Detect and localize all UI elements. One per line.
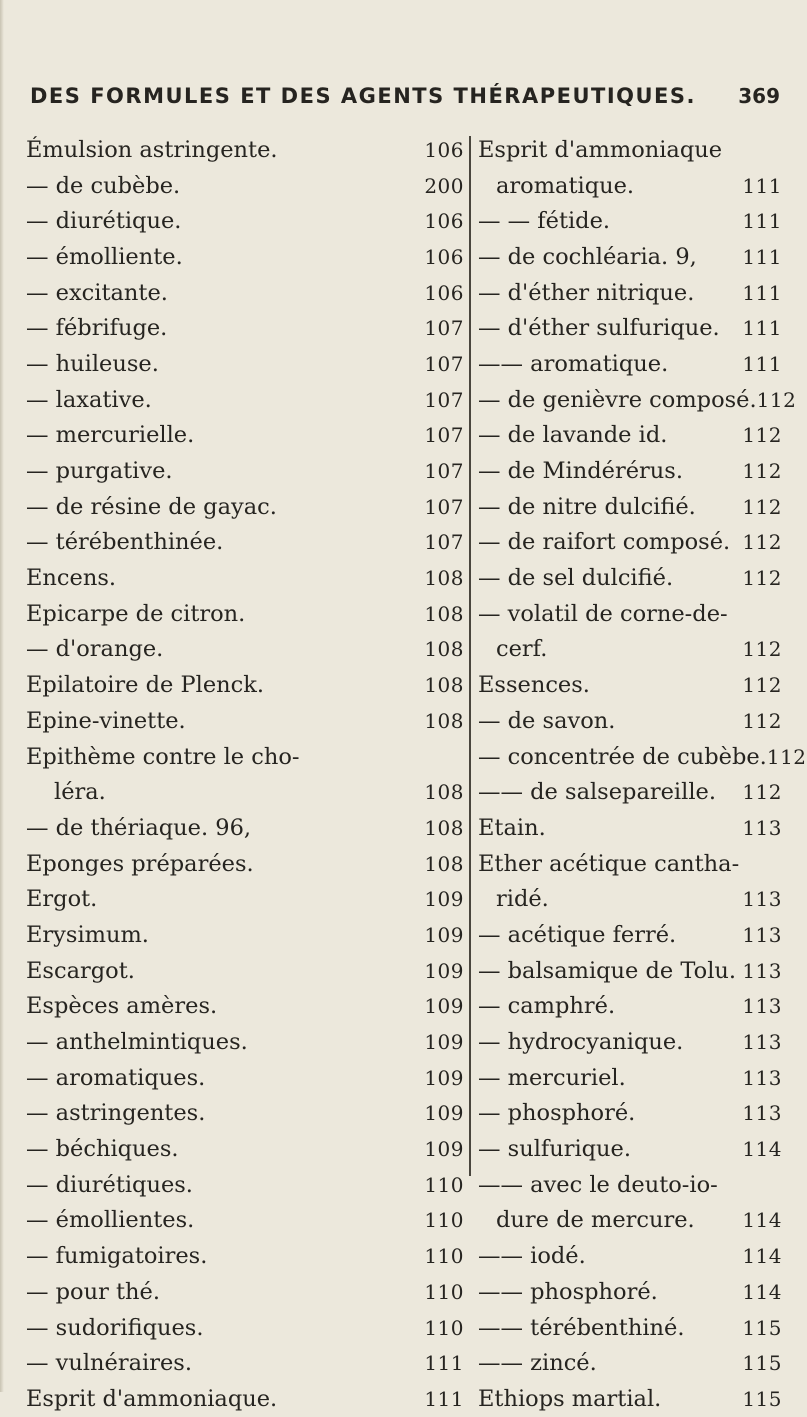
index-entry-term: — de thériaque. 96,	[26, 814, 252, 841]
index-entry	[26, 1345, 464, 1381]
index-entry-page: 115	[742, 1386, 782, 1411]
index-entry-term: — diurétiques.	[26, 1171, 193, 1198]
index-column-right	[478, 132, 807, 1417]
column-divider	[469, 136, 471, 1176]
index-entry	[26, 275, 464, 311]
index-entry	[478, 917, 782, 953]
index-entry-term: dure de mercure.	[496, 1207, 695, 1234]
index-entry-term: Ethiops martial.	[478, 1385, 662, 1412]
index-entry	[26, 989, 464, 1025]
index-entry-term: — de lavande id.	[478, 422, 668, 449]
index-entry-page: 112	[742, 530, 782, 555]
index-entry-term: —— iodé.	[478, 1243, 586, 1270]
index-entry-page: 114	[742, 1208, 782, 1233]
index-entry	[26, 310, 464, 346]
index-entry	[26, 846, 464, 882]
index-entry-term: Etain.	[478, 814, 546, 841]
index-entry	[26, 810, 464, 846]
page-number: 369	[738, 84, 780, 108]
index-entry	[478, 1024, 782, 1060]
index-entry-page: 107	[424, 494, 464, 519]
index-entry-page: 109	[424, 994, 464, 1019]
index-entry-term: — acétique ferré.	[478, 921, 677, 948]
index-entry-term: cerf.	[496, 636, 548, 663]
index-entry-page: 110	[424, 1244, 464, 1269]
index-entry	[26, 917, 464, 953]
index-entry-page: 109	[424, 1101, 464, 1126]
index-entry-term: — émolliente.	[26, 243, 183, 270]
index-entry-page: 114	[742, 1244, 782, 1269]
index-entry	[478, 596, 782, 632]
index-entry-term: — fébrifuge.	[26, 315, 168, 342]
index-entry	[26, 1238, 464, 1274]
index-entry-page: 113	[742, 887, 782, 912]
index-entry	[478, 667, 782, 703]
index-entry-page: 108	[424, 815, 464, 840]
index-entry-term: — de cubèbe.	[26, 172, 181, 199]
index-entry-page: 108	[424, 780, 464, 805]
index-entry-page: 106	[424, 244, 464, 269]
index-entry	[26, 739, 464, 775]
index-entry	[478, 953, 782, 989]
index-entry	[26, 953, 464, 989]
index-entry-term: — de nitre dulcifié.	[478, 493, 696, 520]
index-entry-term: — balsamique de Tolu.	[478, 957, 737, 984]
index-entry-page: 111	[742, 244, 782, 269]
index-entry-term: —— aromatique.	[478, 350, 669, 377]
running-header	[30, 76, 780, 116]
index-entry-term: — sudorifiques.	[26, 1314, 204, 1341]
index-entry-page: 108	[424, 708, 464, 733]
index-entry-page: 109	[424, 1137, 464, 1162]
index-entry-term: — térébenthinée.	[26, 529, 224, 556]
index-entry-page: 112	[756, 387, 797, 412]
index-entry-term: Escargot.	[26, 957, 135, 984]
index-entry-page: 107	[424, 387, 464, 412]
index-entry	[478, 846, 782, 882]
index-entry	[478, 703, 782, 739]
index-entry-term: Epine-vinette.	[26, 707, 186, 734]
index-entry-page: 115	[742, 1351, 782, 1376]
index-entry	[26, 418, 464, 454]
index-entry-term: ridé.	[496, 886, 549, 913]
index-entry-term: —— térébenthiné.	[478, 1314, 685, 1341]
index-entry-page: 109	[424, 922, 464, 947]
index-entry-term: Essences.	[478, 672, 590, 699]
index-entry-page: 108	[424, 673, 464, 698]
index-entry	[478, 774, 782, 810]
index-entry	[26, 203, 464, 239]
index-entry-term: aromatique.	[496, 172, 635, 199]
index-entry	[478, 1131, 782, 1167]
index-entry	[26, 239, 464, 275]
index-entry-term: Epilatoire de Plenck.	[26, 672, 265, 699]
index-entry	[478, 525, 782, 561]
index-entry-term: — vulnéraires.	[26, 1350, 192, 1377]
index-entry-term: —— de salsepareille.	[478, 779, 716, 806]
index-entry	[478, 1167, 782, 1203]
index-entry	[26, 881, 464, 917]
index-entry	[478, 203, 782, 239]
index-entry-term: — camphré.	[478, 993, 616, 1020]
index-entry	[478, 382, 797, 418]
index-entry	[26, 667, 464, 703]
index-entry-page: 108	[424, 637, 464, 662]
index-entry-page: 109	[424, 1065, 464, 1090]
index-entry-page: 111	[742, 351, 782, 376]
index-entry	[478, 310, 782, 346]
index-entry-term: — huileuse.	[26, 350, 159, 377]
index-entry-page: 113	[742, 994, 782, 1019]
index-entry-term: —— zincé.	[478, 1350, 597, 1377]
index-entry	[478, 418, 782, 454]
index-entry-term: — hydrocyanique.	[478, 1029, 684, 1056]
index-entry-term: — mercuriel.	[478, 1064, 626, 1091]
index-entry-term: léra.	[54, 779, 106, 806]
index-entry-page: 113	[742, 958, 782, 983]
index-entry-term: — de Mindérérus.	[478, 458, 683, 485]
index-entry	[478, 989, 782, 1025]
index-entry	[26, 1274, 464, 1310]
index-entry-term: —— phosphoré.	[478, 1278, 658, 1305]
index-entry	[26, 132, 464, 168]
index-entry	[26, 596, 464, 632]
index-entry-page: 108	[424, 851, 464, 876]
index-entry	[478, 1203, 782, 1239]
index-entry	[26, 703, 464, 739]
index-entry	[26, 346, 464, 382]
index-entry-page: 110	[424, 1172, 464, 1197]
index-entry-page: 109	[424, 1030, 464, 1055]
index-entry-page: 115	[742, 1315, 782, 1340]
index-entry-term: — d'orange.	[26, 636, 164, 663]
index-entry	[26, 1060, 464, 1096]
index-entry-page: 107	[424, 423, 464, 448]
index-entry-term: — de résine de gayac.	[26, 493, 277, 520]
index-entry-page: 106	[424, 280, 464, 305]
index-entry-term: Ergot.	[26, 886, 98, 913]
index-entry	[26, 525, 464, 561]
index-entry-page: 112	[742, 494, 782, 519]
index-entry	[478, 560, 782, 596]
index-entry-term: — de raifort composé.	[478, 529, 731, 556]
index-entry-page: 110	[424, 1315, 464, 1340]
index-entry-term: — sulfurique.	[478, 1136, 632, 1163]
index-entry-page: 114	[742, 1279, 782, 1304]
index-entry-term: — volatil de corne-de-	[478, 600, 728, 627]
index-entry	[478, 1381, 782, 1417]
index-entry-term: — astringentes.	[26, 1100, 206, 1127]
index-entry-page: 109	[424, 958, 464, 983]
index-entry	[26, 168, 464, 204]
index-entry-term: — d'éther nitrique.	[478, 279, 695, 306]
index-entry	[26, 1131, 464, 1167]
index-entry	[478, 168, 782, 204]
header-title: DES FORMULES ET DES AGENTS THÉRAPEUTIQUES.	[30, 84, 697, 108]
index-entry	[478, 275, 782, 311]
page-edge-shadow	[0, 0, 4, 1392]
index-entry-term: — émollientes.	[26, 1207, 195, 1234]
index-entry	[478, 1274, 782, 1310]
index-entry-term: Ether acétique cantha-	[478, 850, 740, 877]
index-entry-page: 109	[424, 887, 464, 912]
index-entry-page: 110	[424, 1208, 464, 1233]
index-entry-term: Epicarpe de citron.	[26, 600, 246, 627]
index-entry-page: 106	[424, 209, 464, 234]
index-entry-term: Émulsion astringente.	[26, 136, 278, 163]
index-entry-term: — d'éther sulfurique.	[478, 315, 720, 342]
index-entry-term: — fumigatoires.	[26, 1243, 208, 1270]
index-entry-page: 111	[742, 316, 782, 341]
index-entry-term: — aromatiques.	[26, 1064, 206, 1091]
index-entry	[478, 132, 782, 168]
index-entry	[26, 1167, 464, 1203]
index-entry-page: 113	[742, 815, 782, 840]
index-entry-term: — purgative.	[26, 458, 173, 485]
index-entry-page: 112	[742, 566, 782, 591]
index-entry-term: Espèces amères.	[26, 993, 218, 1020]
index-entry-page: 113	[742, 1030, 782, 1055]
index-entry	[26, 560, 464, 596]
index-entry-page: 111	[424, 1386, 464, 1411]
index-entry-term: — de genièvre composé.	[478, 386, 757, 413]
index-entry-page: 112	[742, 459, 782, 484]
index-entry-page: 111	[424, 1351, 464, 1376]
index-entry-page: 112	[742, 780, 782, 805]
index-entry-term: — phosphoré.	[478, 1100, 636, 1127]
index-entry	[478, 810, 782, 846]
index-entry-term: — mercurielle.	[26, 422, 195, 449]
index-entry-term: —— avec le deuto-io-	[478, 1171, 718, 1198]
index-entry-page: 114	[742, 1137, 782, 1162]
index-entry	[26, 382, 464, 418]
index-entry-page: 106	[424, 137, 464, 162]
index-entry-page: 107	[424, 351, 464, 376]
index-entry	[478, 1060, 782, 1096]
index-entry	[478, 1310, 782, 1346]
index-entry-page: 113	[742, 922, 782, 947]
index-entry-page: 111	[742, 173, 782, 198]
index-entry	[26, 1024, 464, 1060]
index-entry-term: — de cochléaria. 9,	[478, 243, 697, 270]
index-entry-page: 110	[424, 1279, 464, 1304]
index-entry	[478, 881, 782, 917]
index-entry	[478, 453, 782, 489]
index-entry	[26, 453, 464, 489]
index-entry-term: Encens.	[26, 565, 117, 592]
index-entry-page: 107	[424, 530, 464, 555]
index-entry	[26, 1203, 464, 1239]
index-entry-page: 107	[424, 459, 464, 484]
index-entry	[478, 489, 782, 525]
index-entry	[478, 239, 782, 275]
index-entry-page: 112	[742, 423, 782, 448]
index-entry-page: 113	[742, 1101, 782, 1126]
index-entry	[478, 1238, 782, 1274]
index-entry	[26, 1310, 464, 1346]
index-entry-term: — diurétique.	[26, 208, 182, 235]
index-entry-term: — anthelmintiques.	[26, 1029, 248, 1056]
index-entry-term: — concentrée de cubèbe.	[478, 743, 767, 770]
index-entry-page: 112	[742, 673, 782, 698]
index-entry	[26, 774, 464, 810]
index-entry-page: 200	[424, 173, 464, 198]
index-entry	[478, 346, 782, 382]
index-entry-term: — de sel dulcifié.	[478, 565, 674, 592]
index-entry-term: — excitante.	[26, 279, 168, 306]
index-entry	[478, 1345, 782, 1381]
index-entry-page: 113	[742, 1065, 782, 1090]
index-entry-term: — pour thé.	[26, 1278, 161, 1305]
index-entry-term: Esprit d'ammoniaque.	[26, 1385, 278, 1412]
index-entry-term: Epithème contre le cho-	[26, 743, 300, 770]
index-entry-term: — laxative.	[26, 386, 152, 413]
index-entry-term: Esprit d'ammoniaque	[478, 136, 723, 163]
index-entry	[478, 632, 782, 668]
index-entry	[478, 1096, 782, 1132]
index-entry-page: 108	[424, 566, 464, 591]
index-entry	[26, 632, 464, 668]
index-entry-term: — de savon.	[478, 707, 616, 734]
index-column-left	[26, 132, 464, 1417]
index-entry	[26, 1381, 464, 1417]
index-entry-page: 112	[742, 637, 782, 662]
index-entry	[478, 739, 807, 775]
index-entry-page: 111	[742, 209, 782, 234]
index-entry-term: — béchiques.	[26, 1136, 179, 1163]
index-entry-term: Erysimum.	[26, 921, 149, 948]
index-entry	[26, 489, 464, 525]
index-entry-page: 107	[424, 316, 464, 341]
index-entry-page: 111	[742, 280, 782, 305]
index-entry-page: 108	[424, 601, 464, 626]
index-entry	[26, 1096, 464, 1132]
index-entry-page: 112	[766, 744, 807, 769]
index-entry-page: 112	[742, 708, 782, 733]
index-entry-term: — — fétide.	[478, 208, 611, 235]
index-entry-term: Eponges préparées.	[26, 850, 254, 877]
